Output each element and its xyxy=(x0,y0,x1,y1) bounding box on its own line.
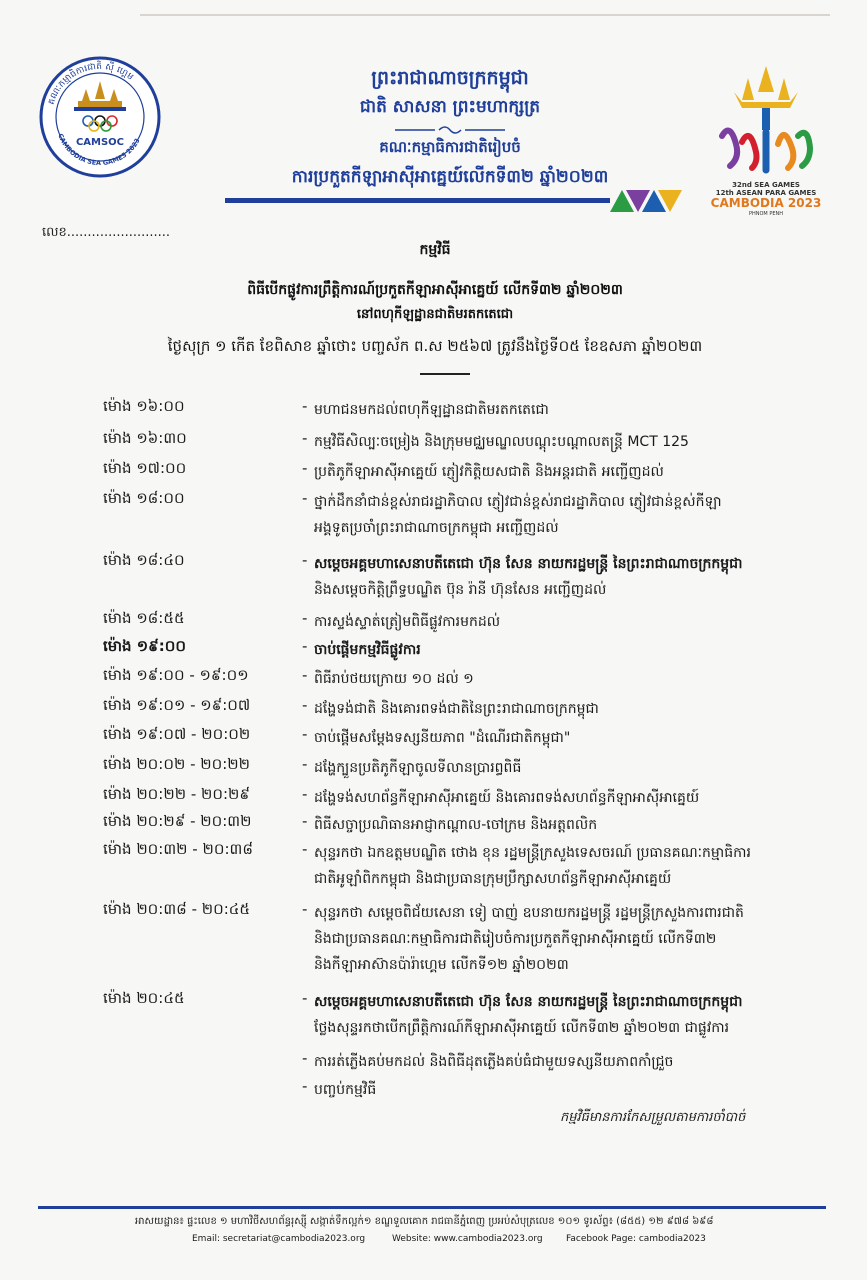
desc-line: ពិធីសច្ចាប្រណិធានអាជ្ញាកណ្តាល-ចៅក្រម និងអត្តពលិក xyxy=(314,817,598,833)
schedule-desc xyxy=(314,459,814,485)
schedule-time: ម៉ោង ១៨:០០ xyxy=(103,489,185,507)
desc-line: ដង្ហែទង់ជាតិ និងគោរពទង់ជាតិនៃព្រះរាជាណាចក្រកម្ពុជា xyxy=(314,701,599,717)
schedule-time: ម៉ោង ១៩:០០ - ១៩:០១ xyxy=(103,666,249,684)
organizing-committee: គណៈកម្មាធិការជាតិរៀបចំ xyxy=(379,138,521,156)
schedule-time: ម៉ោង ១៦:៣០ xyxy=(103,429,187,447)
desc-line: ដង្ហែទង់សហព័ន្ធកីឡាអាស៊ីអាគ្នេយ៍ និងគោរពទង់សហព័ន្ធកីឡាអាស៊ីអាគ្នេយ៍ xyxy=(314,790,700,806)
schedule-time: ម៉ោង ២០:៣៨ - ២០:៤៥ xyxy=(103,900,251,918)
svg-text:គណៈកម្មាធិការជាតិ ស៊ី ហ្គេម: គណៈកម្មាធិការជាតិ ស៊ី ហ្គេម xyxy=(46,61,136,107)
bullet-dash: - xyxy=(302,429,308,447)
desc-line: និងសម្តេចកិត្តិព្រឹទ្ធបណ្ឌិត ប៊ុន រ៉ានី ហ៊ុនសែន អញ្ជើញដល់ xyxy=(314,582,607,598)
desc-line: ចាប់ផ្តើមសម្តែងទស្សនីយភាព "ដំណើរជាតិកម្ពុជា" xyxy=(314,730,571,746)
schedule-desc xyxy=(314,755,814,781)
schedule-desc xyxy=(314,725,814,751)
desc-line: ថ្នាក់ដឹកនាំជាន់ខ្ពស់រាជរដ្ឋាភិបាល ភ្ញៀវជាន់ខ្ពស់រាជរដ្ឋាភិបាល ភ្ញៀវជាន់ខ្ពស់កីឡា xyxy=(314,494,722,510)
bullet-dash: - xyxy=(302,900,308,918)
header-bar xyxy=(225,198,610,203)
schedule-desc xyxy=(314,397,814,423)
camsoc-logo xyxy=(38,55,162,179)
desc-line: ពិធីរាប់ថយក្រោយ ១០ ដល់ ១ xyxy=(314,671,474,687)
header-color-triangles xyxy=(610,190,692,212)
bullet-dash: - xyxy=(302,1049,308,1067)
schedule-time: ម៉ោង ២០:២២ - ២០:២៩ xyxy=(103,785,251,803)
schedule-time: ម៉ោង ១៩:០៧ - ២០:០២ xyxy=(103,725,251,743)
desc-line: កម្មវិធីសិល្បៈចម្រៀង និងក្រុមមជ្ឈមណ្ឌលបណ្តុះបណ្តាលតន្ត្រី MCT 125 xyxy=(314,434,689,450)
schedule-desc xyxy=(314,840,814,892)
cambodia-2023-label: CAMBODIA 2023 xyxy=(710,196,822,210)
desc-line: បញ្ចប់កម្មវិធី xyxy=(314,1082,377,1098)
footer-facebook: Facebook Page: cambodia2023 xyxy=(566,1234,706,1244)
schedule-desc xyxy=(314,429,814,455)
bullet-dash: - xyxy=(302,397,308,415)
venue-line: នៅពហុកីឡដ្ឋានជាតិមរតកតេជោ xyxy=(356,307,514,322)
desc-line: ជាតិអូឡាំពិកកម្ពុជា និងជាប្រធានក្រុមប្រឹក្សាសហព័ន្ធកីឡាអាស៊ីអាគ្នេយ៍ xyxy=(314,871,672,887)
schedule-desc xyxy=(314,1077,814,1103)
date-line: ថ្ងៃសុក្រ ១ កើត ខែពិសាខ ឆ្នាំថោះ បញ្ចស័ក ព.ស ២៥៦៧ ត្រូវនឹងថ្ងៃទី០៥ ខែឧសភា ឆ្នាំ២០២៣ xyxy=(167,337,703,355)
bullet-dash: - xyxy=(302,989,308,1007)
bullet-dash: - xyxy=(302,840,308,858)
svg-text:CAMBODIA SEA GAMES 2023: CAMBODIA SEA GAMES 2023 xyxy=(56,132,142,168)
ceremony-title: ពិធីបើកផ្លូវការព្រឹត្តិការណ៍ប្រកួតកីឡាអាស៊ីអាគ្នេយ៍ លើកទី៣២ ឆ្នាំ២០២៣ xyxy=(247,282,623,298)
kingdom-title: ព្រះរាជាណាចក្រកម្ពុជា xyxy=(371,67,529,89)
schedule-note: កម្មវិធីមានការកែសម្រួលតាមការចាំបាច់ xyxy=(560,1110,746,1125)
phnom-penh-label: PHNOM PENH xyxy=(748,211,784,217)
bullet-dash: - xyxy=(302,637,308,655)
schedule-time: ម៉ោង ១៦:០០ xyxy=(103,397,185,415)
schedule-desc xyxy=(314,489,814,541)
desc-line: ការរត់ភ្លើងគប់មកដល់ និងពិធីដុតភ្លើងគប់ធំជាមួយទស្សនីយភាពកាំជ្រួច xyxy=(314,1054,674,1070)
desc-line: មហាជនមកដល់ពហុកីឡដ្ឋានជាតិមរតកតេជោ xyxy=(314,402,549,418)
bullet-dash: - xyxy=(302,609,308,627)
bullet-dash: - xyxy=(302,812,308,830)
reference-number: លេខ......................... xyxy=(42,225,171,240)
schedule-desc xyxy=(314,637,814,663)
schedule-time: ម៉ោង ១៧:០០ xyxy=(103,459,187,477)
svg-text:CAMSOC: CAMSOC xyxy=(75,137,125,148)
schedule-time: ម៉ោង ២០:០២ - ២០:២២ xyxy=(103,755,251,773)
desc-line: អង្គទូតប្រចាំព្រះរាជាណាចក្រកម្ពុជា អញ្ជើញដល់ xyxy=(314,520,559,536)
schedule-desc xyxy=(314,785,814,811)
header-ornament xyxy=(395,124,505,136)
desc-line: ដង្ហែក្បួនប្រតិភូកីឡាចូលទីលានប្រារព្ធពិធី xyxy=(314,760,522,776)
national-motto: ជាតិ សាសនា ព្រះមហាក្សត្រ xyxy=(359,97,541,117)
bullet-dash: - xyxy=(302,666,308,684)
schedule-time: ម៉ោង ២០:២៩ - ២០:៣២ xyxy=(103,812,252,830)
footer-website: Website: www.cambodia2023.org xyxy=(392,1234,543,1244)
schedule-time: ម៉ោង ២០:៤៥ xyxy=(103,989,185,1007)
desc-line: ចាប់ផ្តើមកម្មវិធីផ្លូវការ xyxy=(314,642,421,658)
games-title: ការប្រកួតកីឡាអាស៊ីអាគ្នេយ៍លើកទី៣២ ឆ្នាំ២០២៣ xyxy=(291,167,609,187)
desc-line: និងកីឡាអាស៊ានប៉ារ៉ាហ្គេម លើកទី១២ ឆ្នាំ២០២៣ xyxy=(314,957,569,973)
schedule-time: ម៉ោង ១៩:០០ xyxy=(103,637,186,655)
para-games-edition: 12th ASEAN PARA GAMES xyxy=(715,189,817,197)
program-heading: កម្មវិធី xyxy=(419,242,451,258)
schedule-desc xyxy=(314,812,814,838)
schedule-time: ម៉ោង ២០:៣២ - ២០:៣៨ xyxy=(103,840,253,858)
schedule-desc xyxy=(314,609,814,635)
desc-line: សម្តេចអគ្គមហាសេនាបតីតេជោ ហ៊ុន សែន នាយករដ្ឋមន្ត្រី នៃព្រះរាជាណាចក្រកម្ពុជា xyxy=(314,994,743,1010)
schedule-time: ម៉ោង ១៩:០១ - ១៩:០៧ xyxy=(103,696,251,714)
schedule-desc xyxy=(314,989,814,1041)
schedule-desc xyxy=(314,696,814,722)
desc-line: សម្តេចអគ្គមហាសេនាបតីតេជោ ហ៊ុន សែន នាយករដ្ឋមន្ត្រី នៃព្រះរាជាណាចក្រកម្ពុជា xyxy=(314,556,743,572)
bullet-dash: - xyxy=(302,785,308,803)
schedule-desc xyxy=(314,666,814,692)
schedule-desc xyxy=(314,900,814,978)
schedule-desc xyxy=(314,1049,814,1075)
bullet-dash: - xyxy=(302,696,308,714)
bullet-dash: - xyxy=(302,459,308,477)
bullet-dash: - xyxy=(302,725,308,743)
desc-line: ការស្ទង់ស្ទាត់ត្រៀមពិធីផ្លូវការមកដល់ xyxy=(314,614,501,630)
desc-line: ប្រតិភូកីឡាអាស៊ីអាគ្នេយ៍ ភ្ញៀវកិត្តិយសជាតិ និងអន្តរជាតិ អញ្ជើញដល់ xyxy=(314,464,664,480)
sea-games-caption xyxy=(706,181,826,218)
schedule-desc xyxy=(314,551,814,603)
title-divider xyxy=(420,373,470,375)
bullet-dash: - xyxy=(302,1077,308,1095)
desc-line: សុន្ទរកថា សម្តេចពិជ័យសេនា ទៀ បាញ់ ឧបនាយករដ្ឋមន្ត្រី រដ្ឋមន្ត្រីក្រសួងការពារជាតិ xyxy=(314,905,744,921)
desc-line: និងជាប្រធានគណៈកម្មាធិការជាតិរៀបចំការប្រកួតកីឡាអាស៊ីអាគ្នេយ៍ លើកទី៣២ xyxy=(314,931,717,947)
desc-line: ថ្លែងសុន្ទរកថាបើកព្រឹត្តិការណ៍កីឡាអាស៊ីអាគ្នេយ៍ លើកទី៣២ ឆ្នាំ២០២៣ ជាផ្លូវការ xyxy=(314,1020,730,1036)
bullet-dash: - xyxy=(302,755,308,773)
top-edge-line xyxy=(140,14,830,16)
footer-rule xyxy=(38,1206,826,1209)
schedule-time: ម៉ោង ១៨:៥៥ xyxy=(103,609,185,627)
schedule-time: ម៉ោង ១៨:៤០ xyxy=(103,551,185,569)
footer-email: Email: secretariat@cambodia2023.org xyxy=(192,1234,366,1244)
bullet-dash: - xyxy=(302,489,308,507)
desc-line: សុន្ទរកថា ឯកឧត្តមបណ្ឌិត ថោង ខុន រដ្ឋមន្ត្រីក្រសួងទេសចរណ៍ ប្រធានគណៈកម្មាធិការ xyxy=(314,845,751,861)
footer-address: អាសយដ្ឋាន៖ ផ្ទះលេខ ១ មហាវិថីសហព័ន្ធរុស្ស៊ី សង្កាត់ទឹកល្អក់១ ខណ្ឌទួលគោក រាជធានីភ្នំពេញ ប្រអប់សំបុត្រលេខ ១០១ ទូរស័ព្ទ៖ (៨៥៥) ១២ ៩៧៨ ៦៩៨ xyxy=(135,1216,714,1227)
bullet-dash: - xyxy=(302,551,308,569)
sea-games-edition: 32nd SEA GAMES xyxy=(732,181,800,189)
